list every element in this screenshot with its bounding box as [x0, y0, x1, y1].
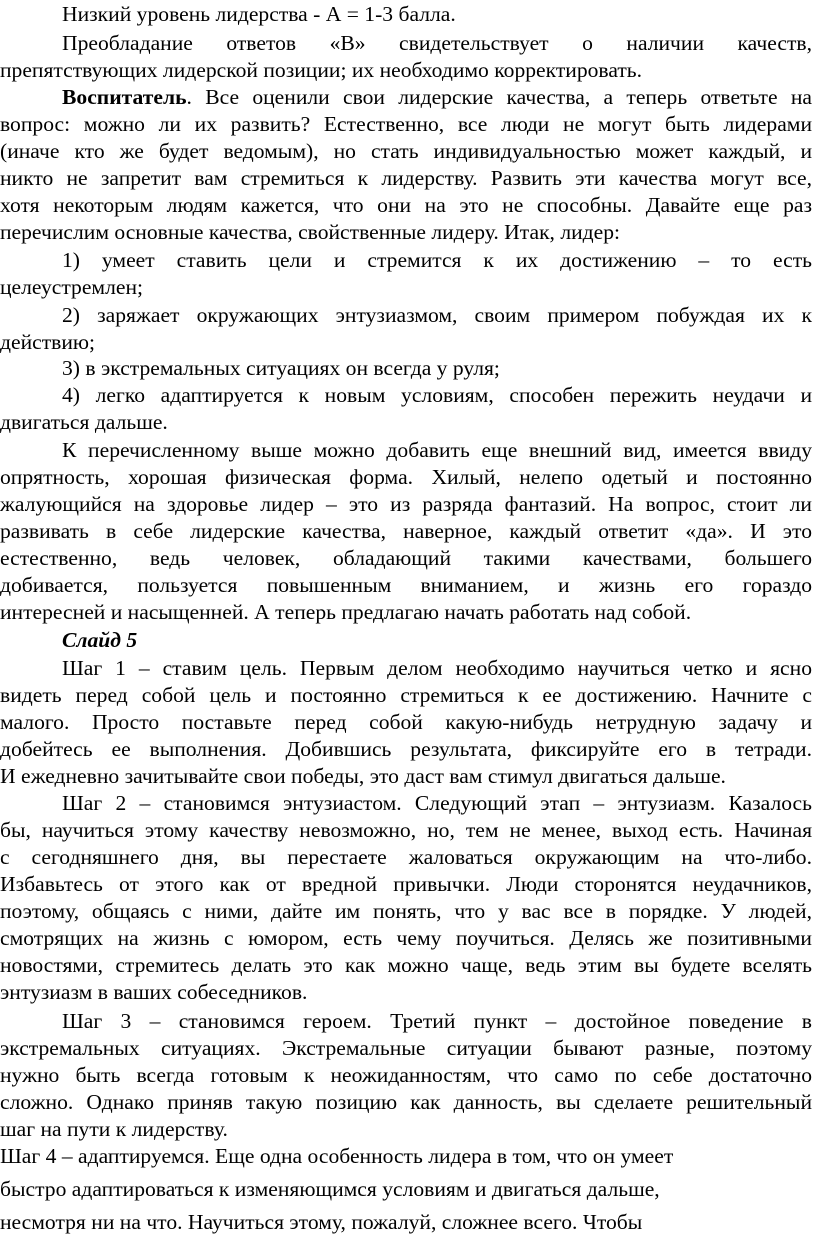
paragraph-line: Шаг 1 – ставим цель. Первым делом необходимо научиться четко и ясно: [62, 656, 812, 680]
list-item-continuation: двигаться дальше.: [0, 410, 168, 434]
paragraph-line: быстро адаптироваться к изменяющимся условиям и двигаться дальше,: [0, 1177, 660, 1201]
list-item-continuation: целеустремлен;: [0, 275, 144, 299]
paragraph-line: (иначе кто же будет ведомым), но стать индивидуальностью может каждый, и: [0, 139, 812, 163]
paragraph-line: опрятность, хорошая физическая форма. Хилый, нелепо одетый и постоянно: [0, 465, 812, 489]
paragraph-line: естественно, ведь человек, обладающий такими качествами, большего: [0, 546, 812, 570]
paragraph-line: шаг на пути к лидерству.: [0, 1117, 228, 1141]
paragraph-line: видеть перед собой цель и постоянно стремиться к ее достижению. Начните с: [0, 683, 812, 707]
paragraph-line: Шаг 3 – становимся героем. Третий пункт – достойное поведение в: [62, 1009, 812, 1033]
paragraph-line: поэтому, общаясь с ними, дайте им понять, что у вас все в порядке. У людей,: [0, 899, 812, 923]
paragraph-line: добивается, пользуется повышенным вниманием, и жизнь его гораздо: [0, 573, 812, 597]
paragraph-line: перечислим основные качества, свойственные лидеру. Итак, лидер:: [0, 220, 621, 244]
paragraph-line: вопрос: можно ли их развить? Естественно, все люди не могут быть лидерами: [0, 112, 812, 136]
list-item: 3) в экстремальных ситуациях он всегда у руля;: [62, 356, 500, 380]
paragraph-line: несмотря ни на что. Научиться этому, пожалуй, сложнее всего. Чтобы: [0, 1210, 643, 1234]
list-item: 1) умеет ставить цели и стремится к их достижению – то есть: [62, 248, 812, 272]
list-item-continuation: действию;: [0, 330, 96, 354]
paragraph-line: препятствующих лидерской позиции; их необходимо корректировать.: [0, 58, 643, 82]
paragraph-line: сложно. Однако приняв такую позицию как данность, вы сделаете решительный: [0, 1090, 812, 1114]
paragraph-line: жалующийся на здоровье лидер – это из разряда фантазий. На вопрос, стоит ли: [0, 492, 812, 516]
paragraph-line: Шаг 4 – адаптируемся. Еще одна особенность лидера в том, что он умеет: [0, 1144, 674, 1168]
paragraph-line: Избавьтесь от этого как от вредной привычки. Люди сторонятся неудачников,: [0, 872, 812, 896]
list-item: 4) легко адаптируется к новым условиям, способен пережить неудачи и: [62, 383, 812, 407]
paragraph-line: интересней и насыщенней. А теперь предлагаю начать работать над собой.: [0, 600, 692, 624]
paragraph-line: энтузиазм в ваших собеседников.: [0, 980, 308, 1004]
paragraph-line: никто не запретит вам стремиться к лидерству. Развить эти качества могут все,: [0, 166, 812, 190]
paragraph-line: развивать в себе лидерские качества, наверное, каждый ответит «да». И это: [0, 519, 812, 543]
paragraph-line: И ежедневно зачитывайте свои победы, это даст вам стимул двигаться дальше.: [0, 764, 726, 788]
paragraph-line: малого. Просто поставьте перед собой какую-нибудь нетрудную задачу и: [0, 710, 812, 734]
paragraph-line: Преобладание ответов «В» свидетельствует о наличии качеств,: [62, 31, 812, 55]
speaker-label: Воспитатель: [62, 85, 187, 109]
rating-low-line: Низкий уровень лидерства - А = 1-3 балла.: [62, 2, 456, 26]
paragraph-line: с сегодняшнего дня, вы перестаете жаловаться окружающим на что-либо.: [0, 845, 812, 869]
slide-heading: Слайд 5: [62, 628, 138, 652]
paragraph-line: экстремальных ситуациях. Экстремальные ситуации бывают разные, поэтому: [0, 1036, 812, 1060]
paragraph-line: Шаг 2 – становимся энтузиастом. Следующий этап – энтузиазм. Казалось: [62, 791, 812, 815]
paragraph-line: хотя некоторым людям кажется, что они на это не способны. Давайте еще раз: [0, 193, 812, 217]
paragraph-text: . Все оценили свои лидерские качества, а теперь ответьте на: [186, 85, 812, 109]
paragraph-line: бы, научиться этому качеству невозможно, но, тем не менее, выход есть. Начиная: [0, 818, 812, 842]
paragraph-line: К перечисленному выше можно добавить еще внешний вид, имеется ввиду: [62, 438, 812, 462]
paragraph-line: нужно быть всегда готовым к неожиданностям, что само по себе достаточно: [0, 1063, 812, 1087]
list-item: 2) заряжает окружающих энтузиазмом, своим примером побуждая их к: [62, 303, 812, 327]
paragraph-line: смотрящих на жизнь с юмором, есть чему поучиться. Делясь же позитивными: [0, 926, 812, 950]
paragraph-line: новостями, стремитесь делать это как можно чаще, ведь этим вы будете вселять: [0, 953, 812, 977]
teacher-paragraph-first-line: [0, 84, 812, 110]
paragraph-line: добейтесь ее выполнения. Добившись результата, фиксируйте его в тетради.: [0, 737, 812, 761]
